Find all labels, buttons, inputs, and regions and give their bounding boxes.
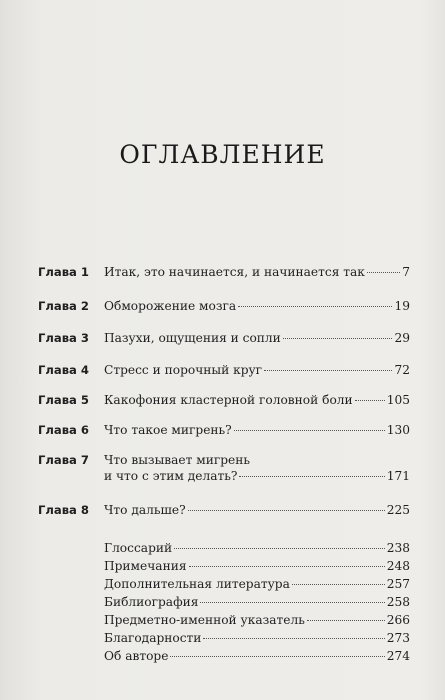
- chapter-label: Глава 2: [38, 299, 89, 313]
- dot-leader: [307, 620, 385, 621]
- entry-title: Предметно-именной указатель: [104, 613, 305, 627]
- entry-title: Глоссарий: [104, 541, 173, 555]
- chapter-title: Обморожение мозга: [104, 299, 237, 313]
- dot-leader: [174, 548, 385, 549]
- chapter-title: Какофония кластерной головной боли: [104, 393, 353, 407]
- page-number: 105: [386, 393, 410, 407]
- dot-leader: [238, 306, 392, 307]
- page-number: 273: [386, 631, 410, 645]
- page-number: 29: [394, 331, 410, 345]
- chapter-label: Глава 1: [38, 265, 89, 279]
- page-number: 7: [402, 265, 410, 279]
- chapter-label: Глава 4: [38, 363, 89, 377]
- page-number: 171: [386, 469, 410, 483]
- dot-leader: [170, 656, 384, 657]
- dot-leader: [355, 400, 385, 401]
- dot-leader: [234, 430, 385, 431]
- page-number: 257: [386, 577, 410, 591]
- chapter-label: Глава 8: [38, 503, 89, 517]
- entry-title: Об авторе: [104, 649, 169, 663]
- toc-entry-chapter-7[interactable]: [38, 452, 410, 486]
- entry-title: Библиография: [104, 595, 199, 609]
- page-number: 19: [394, 299, 410, 313]
- chapter-title: Стресс и порочный круг: [104, 363, 263, 377]
- chapter-label: Глава 5: [38, 393, 89, 407]
- chapter-label: Глава 6: [38, 423, 89, 437]
- chapter-label: Глава 3: [38, 331, 89, 345]
- dot-leader: [264, 370, 392, 371]
- page-number: 248: [386, 559, 410, 573]
- dot-leader: [200, 602, 384, 603]
- dot-leader: [203, 638, 384, 639]
- page-title: ОГЛАВЛЕНИЕ: [119, 140, 326, 169]
- chapter-label: Глава 7: [38, 453, 89, 467]
- dot-leader: [239, 476, 384, 477]
- chapter-title-line-1: Что вызывает мигрень: [104, 453, 251, 467]
- page-number: 225: [386, 503, 410, 517]
- chapter-title: и что с этим делать?: [104, 469, 238, 483]
- entry-title: Примечания: [104, 559, 187, 573]
- page-number: 238: [386, 541, 410, 555]
- entry-title: Благодарности: [104, 631, 202, 645]
- dot-leader: [292, 584, 385, 585]
- dot-leader: [189, 566, 385, 567]
- chapter-title: Что такое мигрень?: [104, 423, 232, 437]
- chapter-title: Пазухи, ощущения и сопли: [104, 331, 281, 345]
- dot-leader: [283, 338, 393, 339]
- dot-leader: [188, 510, 385, 511]
- page-number: 72: [394, 363, 410, 377]
- page-number: 266: [386, 613, 410, 627]
- entry-title: Дополнительная литература: [104, 577, 290, 591]
- page-number: 274: [386, 649, 410, 663]
- chapter-title: Что дальше?: [104, 503, 186, 517]
- page-number: 258: [386, 595, 410, 609]
- chapter-title: Итак, это начинается, и начинается так: [104, 265, 365, 279]
- page-number: 130: [386, 423, 410, 437]
- dot-leader: [367, 272, 400, 273]
